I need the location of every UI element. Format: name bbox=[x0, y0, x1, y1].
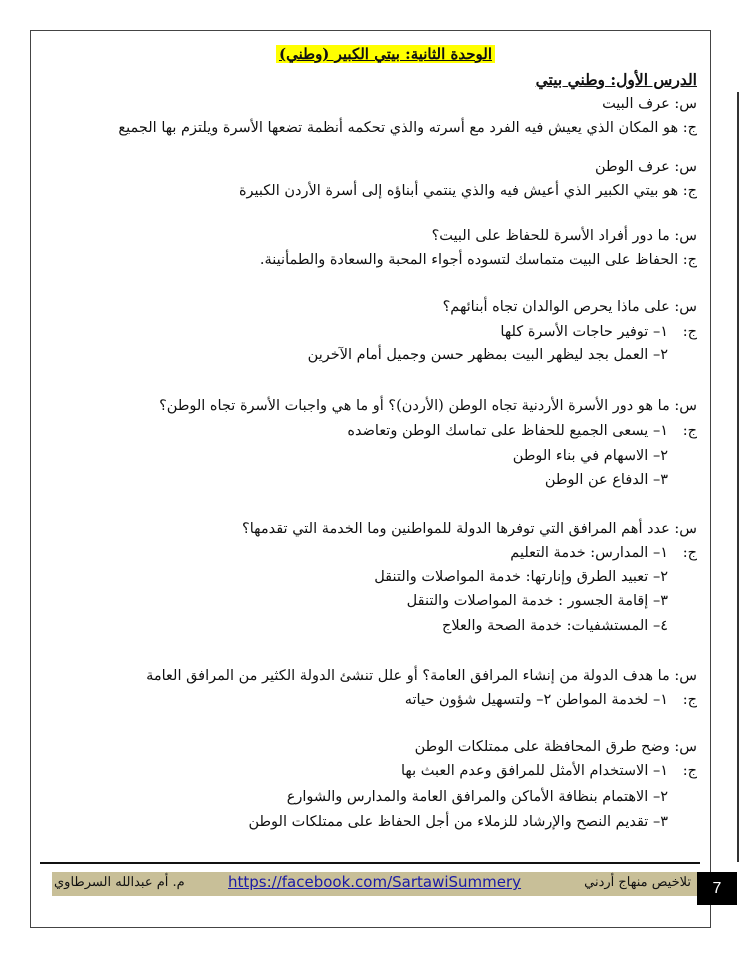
page-number: 7 bbox=[697, 872, 737, 905]
question: س: عرف الوطن bbox=[594, 159, 697, 175]
margin-line bbox=[737, 92, 739, 862]
lesson-title: الدرس الأول: وطني بيتي bbox=[535, 70, 697, 89]
footer-band bbox=[52, 872, 697, 896]
answer-label: ج: bbox=[682, 324, 697, 340]
answer-item: ٢– العمل بجد ليظهر البيت بمظهر حسن وجميل أمام الآخرين bbox=[307, 347, 668, 363]
question: س: ما هدف الدولة من إنشاء المرافق العامة؟ أو علل تنشئ الدولة الكثير من المرافق العامة bbox=[146, 668, 697, 684]
answer-item: ٣– تقديم النصح والإرشاد للزملاء من أجل الحفاظ على ممتلكات الوطن bbox=[248, 814, 668, 830]
unit-title: الوحدة الثانية: بيتي الكبير (وطني) bbox=[276, 45, 495, 63]
answer-label: ج: bbox=[682, 545, 697, 561]
question: س: على ماذا يحرص الوالدان تجاه أبنائهم؟ bbox=[442, 299, 697, 315]
answer-item: ٢– الاسهام في بناء الوطن bbox=[512, 448, 668, 464]
answer-item: ١– المدارس: خدمة التعليم bbox=[510, 545, 668, 561]
question: س: ما دور أفراد الأسرة للحفاظ على البيت؟ bbox=[431, 228, 697, 244]
answer-label: ج: bbox=[682, 763, 697, 779]
answer: ج: هو المكان الذي يعيش فيه الفرد مع أسرته والذي تحكمه أنظمة تضعها الأسرة ويلتزم بها الجميع bbox=[118, 120, 697, 136]
answer-label: ج: bbox=[682, 423, 697, 439]
footer-author: م. أم عبدالله السرطاوي bbox=[54, 875, 185, 890]
answer-item: ١– لخدمة المواطن ٢– ولتسهيل شؤون حياته bbox=[404, 692, 668, 708]
answer-item: ٣– إقامة الجسور : خدمة المواصلات والتنقل bbox=[406, 593, 668, 609]
question: س: ما هو دور الأسرة الأردنية تجاه الوطن (الأردن)؟ أو ما هي واجبات الأسرة تجاه الوطن؟ bbox=[159, 398, 697, 414]
answer-item: ١– توفير حاجات الأسرة كلها bbox=[500, 324, 668, 340]
footer-series: تلاخيص منهاج أردني bbox=[584, 875, 691, 890]
answer-item: ٣– الدفاع عن الوطن bbox=[544, 472, 668, 488]
answer-item: ١– يسعى الجميع للحفاظ على تماسك الوطن وتعاضده bbox=[347, 423, 668, 439]
answer-label: ج: bbox=[682, 692, 697, 708]
answer: ج: الحفاظ على البيت متماسك لتسوده أجواء المحبة والسعادة والطمأنينة. bbox=[259, 252, 697, 268]
footer-divider bbox=[40, 862, 700, 864]
question: س: وضح طرق المحافظة على ممتلكات الوطن bbox=[414, 739, 697, 755]
answer-item: ١– الاستخدام الأمثل للمرافق وعدم العبث بها bbox=[400, 763, 668, 779]
question: س: عرف البيت bbox=[602, 96, 697, 112]
answer-item: ٤– المستشفيات: خدمة الصحة والعلاج bbox=[442, 618, 668, 634]
answer-item: ٢– الاهتمام بنظافة الأماكن والمرافق العامة والمدارس والشوارع bbox=[286, 789, 668, 805]
answer: ج: هو بيتي الكبير الذي أعيش فيه والذي ينتمي أبناؤه إلى أسرة الأردن الكبيرة bbox=[238, 183, 697, 199]
question: س: عدد أهم المرافق التي توفرها الدولة للمواطنين وما الخدمة التي تقدمها؟ bbox=[242, 521, 697, 537]
facebook-link[interactable]: https://facebook.com/SartawiSummery bbox=[228, 873, 522, 891]
answer-item: ٢– تعبيد الطرق وإنارتها: خدمة المواصلات والتنقل bbox=[374, 569, 668, 585]
